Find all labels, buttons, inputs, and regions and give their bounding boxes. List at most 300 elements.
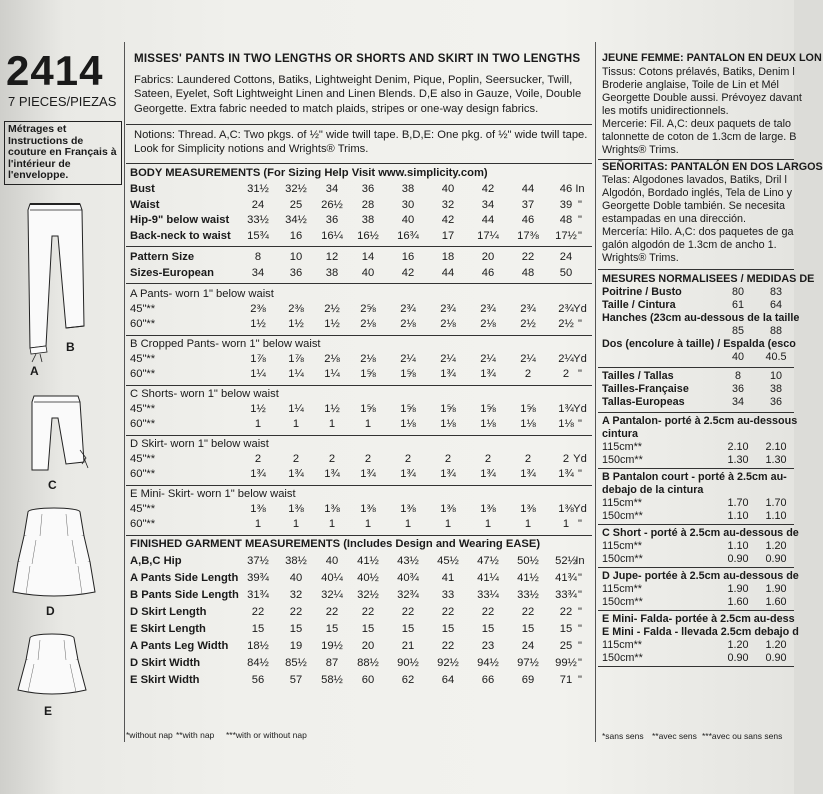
cell-value: 52½ [555, 555, 577, 567]
divider [598, 468, 794, 469]
cell-value: 1.10 [727, 509, 749, 522]
column-divider [595, 42, 596, 742]
cell-value: 18½ [247, 640, 269, 652]
cell-value: 22 [401, 606, 415, 618]
unit-label: " [578, 589, 582, 601]
cell-value: 1.20 [765, 540, 787, 552]
cell-value: 2¾ [520, 303, 536, 315]
table-row [126, 251, 592, 266]
table-row [126, 318, 592, 333]
size-label: Tailles / Tallas [602, 370, 674, 382]
footnote-with-or-without-nap: ***with or without nap [226, 730, 307, 740]
cell-value: 1¾ [520, 467, 536, 480]
cell-value: 1⅛ [400, 417, 416, 430]
cell-value: 40¾ [397, 572, 419, 584]
cell-value: 44 [521, 183, 535, 195]
cell-value: 42 [441, 214, 455, 226]
cell-value: 88 [769, 325, 782, 337]
cell-value: 47½ [477, 555, 499, 567]
cell-value: 16¾ [397, 229, 419, 242]
unit-label: " [578, 623, 582, 635]
cell-value: 1⅞ [288, 353, 304, 365]
cell-value: 15 [481, 623, 495, 635]
cell-value: 32¼ [321, 589, 343, 601]
cell-value: 17⅜ [517, 229, 539, 242]
spanish-fabric-line: estampadas en una dirección. [602, 213, 747, 225]
unit-label: " [578, 606, 582, 618]
cell-value: 15 [401, 623, 415, 635]
table-row [126, 418, 592, 433]
yardage-row-label: 115cm** [602, 441, 643, 453]
french-title: JEUNE FEMME: PANTALON EN DEUX LON [602, 52, 822, 64]
cell-value: 1 [254, 517, 262, 530]
cell-value: 1⅛ [440, 417, 456, 430]
view-label-c: C [48, 478, 57, 492]
spanish-fabric-line: Georgette Doble también. Se necesita [602, 200, 786, 212]
cell-value: 2 [484, 453, 492, 465]
cell-value: 31¾ [247, 589, 269, 601]
cell-value: 16 [289, 229, 303, 242]
row-label: D Skirt Width [130, 657, 201, 669]
section-title: FINISHED GARMENT MEASUREMENTS (Includes Design and Wearing EASE) [130, 538, 541, 550]
yardage-view-subtitle: cintura [602, 428, 638, 440]
yardage-row-label: 150cm** [602, 509, 643, 522]
cell-value: 1¾ [558, 467, 574, 480]
cell-value: 2¼ [480, 353, 496, 365]
measurement-label: Poitrine / Busto [602, 286, 682, 298]
cell-value: 37½ [247, 555, 269, 567]
table-row [126, 674, 592, 689]
cell-value: 61 [731, 299, 744, 311]
cell-value: 64 [769, 299, 782, 311]
row-label: 60"** [130, 417, 156, 430]
divider [598, 524, 794, 525]
cell-value: 41¼ [477, 572, 499, 584]
cell-value: 32¾ [397, 589, 419, 601]
cell-value: 1½ [250, 317, 266, 330]
yardage-view-subtitle: E Mini - Falda - llevada 2.5cm debajo d [602, 626, 799, 638]
cell-value: 15 [441, 623, 455, 635]
cell-value: 0.90 [727, 552, 749, 565]
cell-value: 40 [731, 351, 744, 363]
cell-value: 44 [441, 266, 455, 279]
cell-value: 1.30 [765, 453, 787, 466]
cell-value: 1¾ [400, 467, 416, 480]
yardage-row-label: 150cm** [602, 453, 643, 466]
table-row [126, 403, 592, 418]
cell-value: 1 [364, 517, 372, 530]
unit-label: " [578, 674, 582, 686]
cell-value: 16 [401, 251, 415, 263]
table-row [126, 267, 592, 282]
piece-count: 7 PIECES/PIEZAS [8, 94, 117, 109]
yardage-row-label: 115cm** [602, 639, 643, 651]
cell-value: 41½ [357, 555, 379, 567]
spanish-notions-line: Mercería: Hilo. A,C: dos paquetes de ga [602, 226, 794, 238]
cell-value: 33½ [247, 214, 269, 226]
cell-value: 57 [289, 674, 303, 686]
skirt-d-illustration [12, 506, 96, 600]
unit-label: Yd [573, 353, 587, 365]
unit-label: " [578, 572, 582, 584]
divider [126, 335, 592, 336]
cell-value: 46 [481, 266, 495, 279]
cell-value: 1 [562, 517, 570, 530]
french-notions-line: Mercerie: Fil. A,C: deux paquets de talo [602, 118, 792, 130]
cell-value: 41¾ [555, 572, 577, 584]
cell-value: 2 [524, 367, 532, 380]
divider [126, 246, 592, 247]
cell-value: 1¼ [250, 367, 266, 380]
row-label: A Pants Side Length [130, 572, 239, 584]
pattern-title: MISSES' PANTS IN TWO LENGTHS OR SHORTS AND SKIRT IN TWO LENGTHS [134, 52, 581, 65]
cell-value: 30 [401, 198, 415, 211]
view-label-a: A [30, 364, 39, 378]
cell-value: 1.60 [765, 595, 787, 608]
section-title: D Skirt- worn 1" below waist [130, 438, 269, 450]
row-label: 60"** [130, 517, 156, 530]
cell-value: 2⅛ [360, 317, 376, 330]
row-label: Back-neck to waist [130, 229, 231, 242]
cell-value: 2 [364, 453, 372, 465]
cell-value: 44 [481, 214, 495, 226]
table-row [126, 368, 592, 383]
cell-value: 1¾ [440, 367, 456, 380]
cell-value: 1⅝ [400, 403, 416, 415]
measurement-label: Taille / Cintura [602, 299, 676, 311]
cell-value: 48 [521, 266, 535, 279]
unit-label: In [575, 183, 585, 195]
yardage-row-label: 115cm** [602, 583, 643, 595]
french-fabric-line: Tissus: Cotons prélavés, Batiks, Denim l [602, 66, 795, 78]
cell-value: 16¼ [321, 229, 343, 242]
footnote-with-nap: **with nap [176, 730, 215, 740]
french-fabric-line: Broderie anglaise, Toile de Lin et Mél [602, 79, 779, 91]
french-footnote: **avec sens [652, 731, 697, 741]
cell-value: 1⅝ [520, 403, 536, 415]
cell-value: 40 [325, 555, 339, 567]
unit-label: In [575, 555, 585, 567]
cell-value: 2 [562, 367, 570, 380]
cell-value: 0.90 [727, 651, 749, 664]
yardage-row-label: 115cm** [602, 540, 643, 552]
table-row [126, 353, 592, 368]
row-label: 45"** [130, 503, 156, 515]
cell-value: 1 [444, 517, 452, 530]
unit-label: " [578, 198, 582, 211]
cell-value: 1½ [324, 317, 340, 330]
cell-value: 17 [441, 229, 455, 242]
cell-value: 1⅜ [324, 503, 340, 515]
pattern-number: 2414 [6, 47, 104, 94]
cell-value: 24 [251, 198, 265, 211]
cell-value: 1½ [288, 317, 304, 330]
cell-value: 32 [441, 198, 455, 211]
cell-value: 2¾ [400, 303, 416, 315]
cell-value: 85½ [285, 657, 307, 669]
row-label: 45"** [130, 353, 156, 365]
cell-value: 2¼ [520, 353, 536, 365]
mini-skirt-e-illustration [14, 630, 90, 700]
table-row [126, 518, 592, 533]
cell-value: 1¾ [250, 467, 266, 480]
cell-value: 1.20 [727, 639, 749, 651]
cell-value: 1¾ [480, 367, 496, 380]
cell-value: 46 [521, 214, 535, 226]
cell-value: 1⅛ [558, 417, 574, 430]
cell-value: 20 [361, 640, 375, 652]
cell-value: 2⅛ [360, 353, 376, 365]
cell-value: 15 [521, 623, 535, 635]
cell-value: 15¾ [247, 229, 269, 242]
yardage-row-label: 115cm** [602, 497, 643, 509]
cell-value: 34 [481, 198, 495, 211]
french-notions-line: Wrights® Trims. [602, 144, 679, 156]
cell-value: 43½ [397, 555, 419, 567]
cell-value: 2¾ [480, 303, 496, 315]
row-label: Waist [130, 198, 160, 211]
cell-value: 1⅝ [400, 367, 416, 380]
yardage-view-title: E Mini- Falda- portée à 2.5cm au-dess [602, 613, 795, 625]
yardage-view-title: A Pantalon- porté à 2.5cm au-dessous [602, 415, 798, 427]
cell-value: 1 [364, 417, 372, 430]
cell-value: 85 [731, 325, 744, 337]
cell-value: 40¼ [321, 572, 343, 584]
fabrics-text: Fabrics: Laundered Cottons, Batiks, Lightweight Denim, Pique, Poplin, Seersucker, Twill, Sateen, Eyelet, Soft Lightweight Linen and Linen Blends. D,E also in Gauze, Voile, Double Georgette. Extra fabric needed to match plaids, stripes or one-way design fabrics. [134, 74, 582, 115]
divider [598, 567, 794, 568]
pants-a-b-illustration [22, 196, 92, 366]
cell-value: 38 [325, 266, 339, 279]
cell-value: 40 [401, 214, 415, 226]
unit-label: " [578, 517, 582, 530]
cell-value: 10 [769, 370, 782, 382]
cell-value: 2 [562, 453, 570, 465]
cell-value: 1½ [324, 403, 340, 415]
cell-value: 1⅜ [400, 503, 416, 515]
row-label: 60"** [130, 317, 156, 330]
cell-value: 1¾ [360, 467, 376, 480]
row-label: Sizes-European [130, 266, 214, 279]
cell-value: 32 [289, 589, 303, 601]
divider [126, 283, 592, 284]
divider [598, 412, 794, 413]
cell-value: 2⅜ [288, 303, 304, 315]
cell-value: 39¾ [247, 572, 269, 584]
cell-value: 40 [289, 572, 303, 584]
spanish-fabric-line: Telas: Algodones lavados, Batiks, Dril l [602, 174, 787, 186]
cell-value: 21 [401, 640, 415, 652]
table-row [126, 453, 592, 468]
yardage-view-title: D Jupe- portée à 2.5cm au-dessous de [602, 570, 799, 582]
cell-value: 1⅝ [480, 403, 496, 415]
shorts-c-illustration [30, 392, 92, 478]
cell-value: 1⅜ [520, 503, 536, 515]
cell-value: 32½ [357, 589, 379, 601]
unit-label: " [578, 317, 582, 330]
table-row [126, 555, 592, 570]
cell-value: 90½ [397, 657, 419, 669]
cell-value: 1⅜ [558, 503, 574, 515]
cell-value: 25 [559, 640, 573, 652]
cell-value: 1 [524, 517, 532, 530]
cell-value: 1 [328, 517, 336, 530]
table-row [126, 623, 592, 638]
cell-value: 8 [254, 251, 262, 263]
cell-value: 2⅛ [440, 317, 456, 330]
unit-label: Yd [573, 453, 587, 465]
yardage-view-title: B Pantalon court - porté à 2.5cm au- [602, 471, 787, 483]
cell-value: 1 [292, 517, 300, 530]
cell-value: 2½ [520, 317, 536, 330]
cell-value: 83 [769, 286, 782, 298]
cell-value: 22 [481, 606, 495, 618]
cell-value: 45½ [437, 555, 459, 567]
yardage-row-label: 150cm** [602, 552, 643, 565]
table-row [126, 303, 592, 318]
unit-label: Yd [573, 303, 587, 315]
cell-value: 94½ [477, 657, 499, 669]
cell-value: 15 [325, 623, 339, 635]
cell-value: 42 [481, 183, 495, 195]
cell-value: 15 [251, 623, 265, 635]
cell-value: 15 [289, 623, 303, 635]
divider [126, 485, 592, 486]
spanish-fabric-line: Algodón, Bordado inglés, Tela de Lino y [602, 187, 793, 199]
divider [598, 666, 794, 667]
cell-value: 33 [441, 589, 455, 601]
table-row [126, 606, 592, 621]
row-label: 60"** [130, 367, 156, 380]
cell-value: 28 [361, 198, 375, 211]
cell-value: 15 [559, 623, 573, 635]
table-row [126, 640, 592, 655]
cell-value: 2¾ [558, 303, 574, 315]
yardage-row-label: 150cm** [602, 595, 643, 608]
cell-value: 24 [521, 640, 535, 652]
cell-value: 1 [328, 417, 336, 430]
table-row [126, 572, 592, 587]
cell-value: 56 [251, 674, 265, 686]
cell-value: 1.70 [765, 497, 787, 509]
cell-value: 34 [325, 183, 339, 195]
cell-value: 40.5 [765, 351, 787, 363]
french-fabric-line: les motifs unidirectionnels. [602, 105, 729, 117]
cell-value: 99½ [555, 657, 577, 669]
cell-value: 2½ [324, 303, 340, 315]
cell-value: 2⅜ [250, 303, 266, 315]
unit-label: " [578, 214, 582, 226]
section-title: B Cropped Pants- worn 1" below waist [130, 338, 321, 350]
cell-value: 17½ [555, 229, 577, 242]
cell-value: 80 [731, 286, 744, 298]
table-row [126, 589, 592, 604]
cell-value: 84½ [247, 657, 269, 669]
row-label: 45"** [130, 453, 156, 465]
cell-value: 17¼ [477, 229, 499, 242]
cell-value: 2⅛ [480, 317, 496, 330]
row-label: 60"** [130, 467, 156, 480]
table-row [126, 183, 592, 198]
cell-value: 1.30 [727, 453, 749, 466]
cell-value: 34 [731, 396, 744, 408]
cell-value: 1¾ [480, 467, 496, 480]
row-label: 45"** [130, 403, 156, 415]
cell-value: 71 [559, 674, 573, 686]
cell-value: 39 [559, 198, 573, 211]
cell-value: 22 [559, 606, 573, 618]
cell-value: 40 [361, 266, 375, 279]
cell-value: 62 [401, 674, 415, 686]
cell-value: 41½ [517, 572, 539, 584]
cell-value: 2.10 [765, 441, 787, 453]
cell-value: 88½ [357, 657, 379, 669]
cell-value: 34½ [285, 214, 307, 226]
cell-value: 1.60 [727, 595, 749, 608]
notions-text: Notions: Thread. A,C: Two pkgs. of ½" wide twill tape. B,D,E: One pkg. of ½" wide twill tape. Look for Simplicity notions and Wrights® Trims. [134, 129, 588, 156]
cell-value: 97½ [517, 657, 539, 669]
divider [598, 159, 794, 160]
cell-value: 1 [292, 417, 300, 430]
cell-value: 2⅝ [360, 303, 376, 315]
cell-value: 2 [292, 453, 300, 465]
cell-value: 33¾ [555, 589, 577, 601]
divider [126, 435, 592, 436]
cell-value: 50½ [517, 555, 539, 567]
cell-value: 1⅝ [440, 403, 456, 415]
cell-value: 33½ [517, 589, 539, 601]
table-row [126, 657, 592, 672]
cell-value: 1⅝ [360, 367, 376, 380]
cell-value: 1.90 [765, 583, 787, 595]
unit-label: " [578, 657, 582, 669]
cell-value: 1 [404, 517, 412, 530]
table-row [126, 230, 592, 245]
left-column [0, 0, 124, 794]
cell-value: 2⅛ [324, 353, 340, 365]
cell-value: 2⅛ [400, 317, 416, 330]
cell-value: 38 [361, 214, 375, 226]
cell-value: 1⅛ [520, 417, 536, 430]
cell-value: 22 [441, 606, 455, 618]
unit-label: " [578, 229, 582, 242]
row-label: A Pants Leg Width [130, 640, 229, 652]
section-title: A Pants- worn 1" below waist [130, 288, 274, 300]
divider [126, 535, 592, 536]
table-row [126, 503, 592, 518]
cell-value: 25 [289, 198, 303, 211]
cell-value: 16½ [357, 229, 379, 242]
cell-value: 87 [325, 657, 339, 669]
row-label: Bust [130, 183, 155, 195]
view-label-e: E [44, 704, 53, 718]
size-label: Tailles-Française [602, 383, 689, 395]
cell-value: 0.90 [765, 651, 787, 664]
footnote-without-nap: *without nap [126, 730, 173, 740]
cell-value: 2 [328, 453, 336, 465]
cell-value: 2¼ [400, 353, 416, 365]
cell-value: 1¼ [288, 367, 304, 380]
divider [598, 367, 794, 368]
cell-value: 1¾ [558, 403, 574, 415]
cell-value: 32½ [285, 183, 307, 195]
section-title: BODY MEASUREMENTS (For Sizing Help Visit www.simplicity.com) [130, 167, 488, 179]
cell-value: 1¼ [324, 367, 340, 380]
cell-value: 66 [481, 674, 495, 686]
table-row [126, 214, 592, 229]
cell-value: 1⅞ [250, 353, 266, 365]
cell-value: 2¼ [558, 353, 574, 365]
cell-value: 36 [769, 396, 782, 408]
